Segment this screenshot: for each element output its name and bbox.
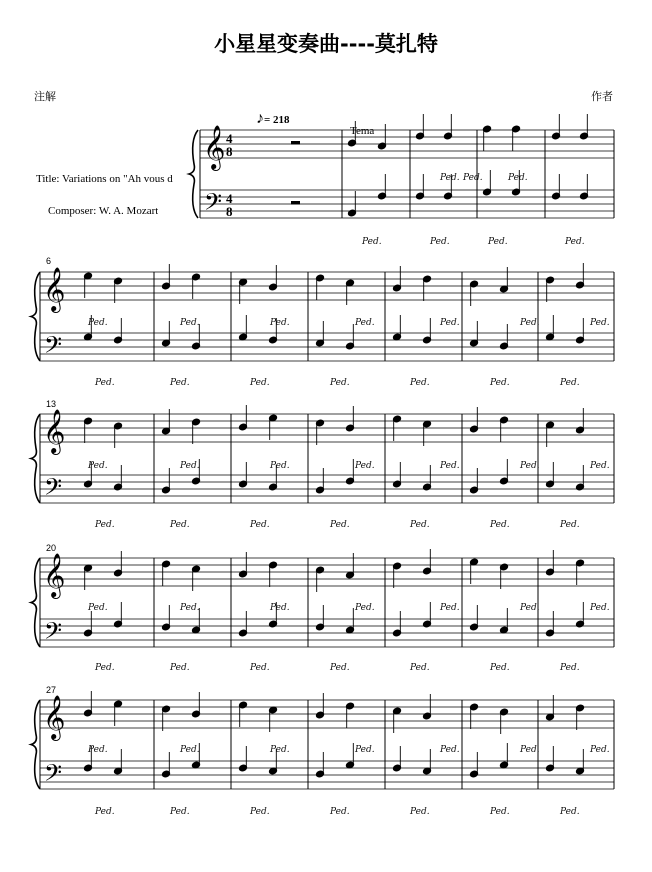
treble-clef-icon: 𝄞 [203,125,226,169]
pedal-mark: Ped. [180,603,200,613]
pedal-mark: Ped. [590,318,610,328]
pedal-mark: Ped. [88,318,108,328]
treble-clef-icon: 𝄞 [43,553,66,597]
time-signature: 8 [226,204,233,219]
bass-clef-icon: 𝄢 [44,331,63,364]
pedal-mark: Ped. [170,378,190,388]
pedal-mark: Ped. [330,520,350,530]
pedal-mark: Ped. [330,807,350,817]
rest-icon [291,201,300,205]
time-signature: 8 [226,144,233,159]
pedal-mark: Ped. [362,237,382,247]
pedal-mark: Ped. [170,520,190,530]
pedal-mark: Ped. [430,237,450,247]
pedal-mark: Ped. [565,237,585,247]
eighth-note-icon: ♪ [256,110,264,127]
pedal-mark: Ped. [560,663,580,673]
pedal-mark: Ped. [180,318,200,328]
annotation-label: 注解 [34,90,56,103]
pedal-mark: Ped. [488,237,508,247]
measure-number: 20 [46,543,57,553]
pedal-mark: Ped. [88,745,108,755]
pedal-mark: Ped. [250,807,270,817]
pedal-mark: Ped. [88,461,108,471]
pedal-mark: Ped. [355,318,375,328]
bass-clef-icon: 𝄢 [44,473,63,506]
pedal-mark: Ped. [95,807,115,817]
pedal-mark: Ped. [410,807,430,817]
pedal-mark: Ped. [520,318,540,328]
pedal-mark: Ped. [355,603,375,613]
treble-clef-icon: 𝄞 [43,409,66,453]
bass-clef-icon: 𝄢 [44,759,63,792]
pedal-mark: Ped. [330,378,350,388]
pedal-mark: Ped. [88,603,108,613]
pedal-mark: Ped. [490,663,510,673]
pedal-mark: Ped. [440,461,460,471]
pedal-mark: Ped. [440,745,460,755]
pedal-mark: Ped. [95,378,115,388]
pedal-mark: Ped. [440,603,460,613]
pedal-mark: Ped. [180,461,200,471]
brace-icon [31,700,40,789]
rest-icon [291,141,300,145]
pedal-mark: Ped. [250,378,270,388]
pedal-mark: Ped. [590,461,610,471]
brace-icon [31,414,40,503]
page-title: 小星星变奏曲----莫扎特 [214,32,438,56]
pedal-mark: Ped. [170,663,190,673]
pedal-mark: Ped. [440,318,460,328]
pedal-mark: Ped. [560,520,580,530]
bass-clef-icon: 𝄢 [44,617,63,650]
pedal-mark: Ped. [250,663,270,673]
treble-clef-icon: 𝄞 [43,267,66,311]
measure-number: 13 [46,399,57,409]
pedal-mark: Ped. [270,603,290,613]
pedal-mark: Ped. [355,745,375,755]
pedal-mark: Ped. [590,745,610,755]
pedal-mark: Ped. [410,378,430,388]
pedal-mark: Ped. [508,173,528,183]
pedal-mark: Ped. [490,378,510,388]
score-title-line: Title: Variations on "Ah vous d [36,173,173,185]
time-signature: 4 [226,191,233,206]
pedal-mark: Ped. [590,603,610,613]
pedal-mark: Ped. [520,461,540,471]
pedal-mark: Ped. [410,663,430,673]
time-signature: 4 [226,131,233,146]
brace-icon [31,272,40,361]
section-label: Tema [350,125,375,137]
brace-icon [31,558,40,647]
pedal-mark: Ped. [180,745,200,755]
pedal-mark: Ped. [270,745,290,755]
pedal-mark: Ped. [330,663,350,673]
measure-number: 27 [46,685,57,695]
pedal-mark: Ped. [490,807,510,817]
pedal-mark: Ped. [355,461,375,471]
pedal-mark: Ped. [440,173,460,183]
pedal-mark: Ped. [520,745,540,755]
pedal-mark: Ped. [170,807,190,817]
tempo-value: = 218 [264,114,290,126]
pedal-mark: Ped. [250,520,270,530]
pedal-mark: Ped. [520,603,540,613]
composer-line: Composer: W. A. Mozart [48,205,159,217]
pedal-mark: Ped. [560,807,580,817]
pedal-mark: Ped. [270,318,290,328]
brace-icon [189,130,198,218]
pedal-mark: Ped. [490,520,510,530]
pedal-mark: Ped. [560,378,580,388]
treble-clef-icon: 𝄞 [43,695,66,739]
pedal-mark: Ped. [463,173,483,183]
pedal-mark: Ped. [95,520,115,530]
measure-number: 6 [46,256,52,266]
bass-clef-icon: 𝄢 [204,188,223,221]
author-label: 作者 [591,90,613,103]
pedal-mark: Ped. [410,520,430,530]
pedal-mark: Ped. [270,461,290,471]
pedal-mark: Ped. [95,663,115,673]
